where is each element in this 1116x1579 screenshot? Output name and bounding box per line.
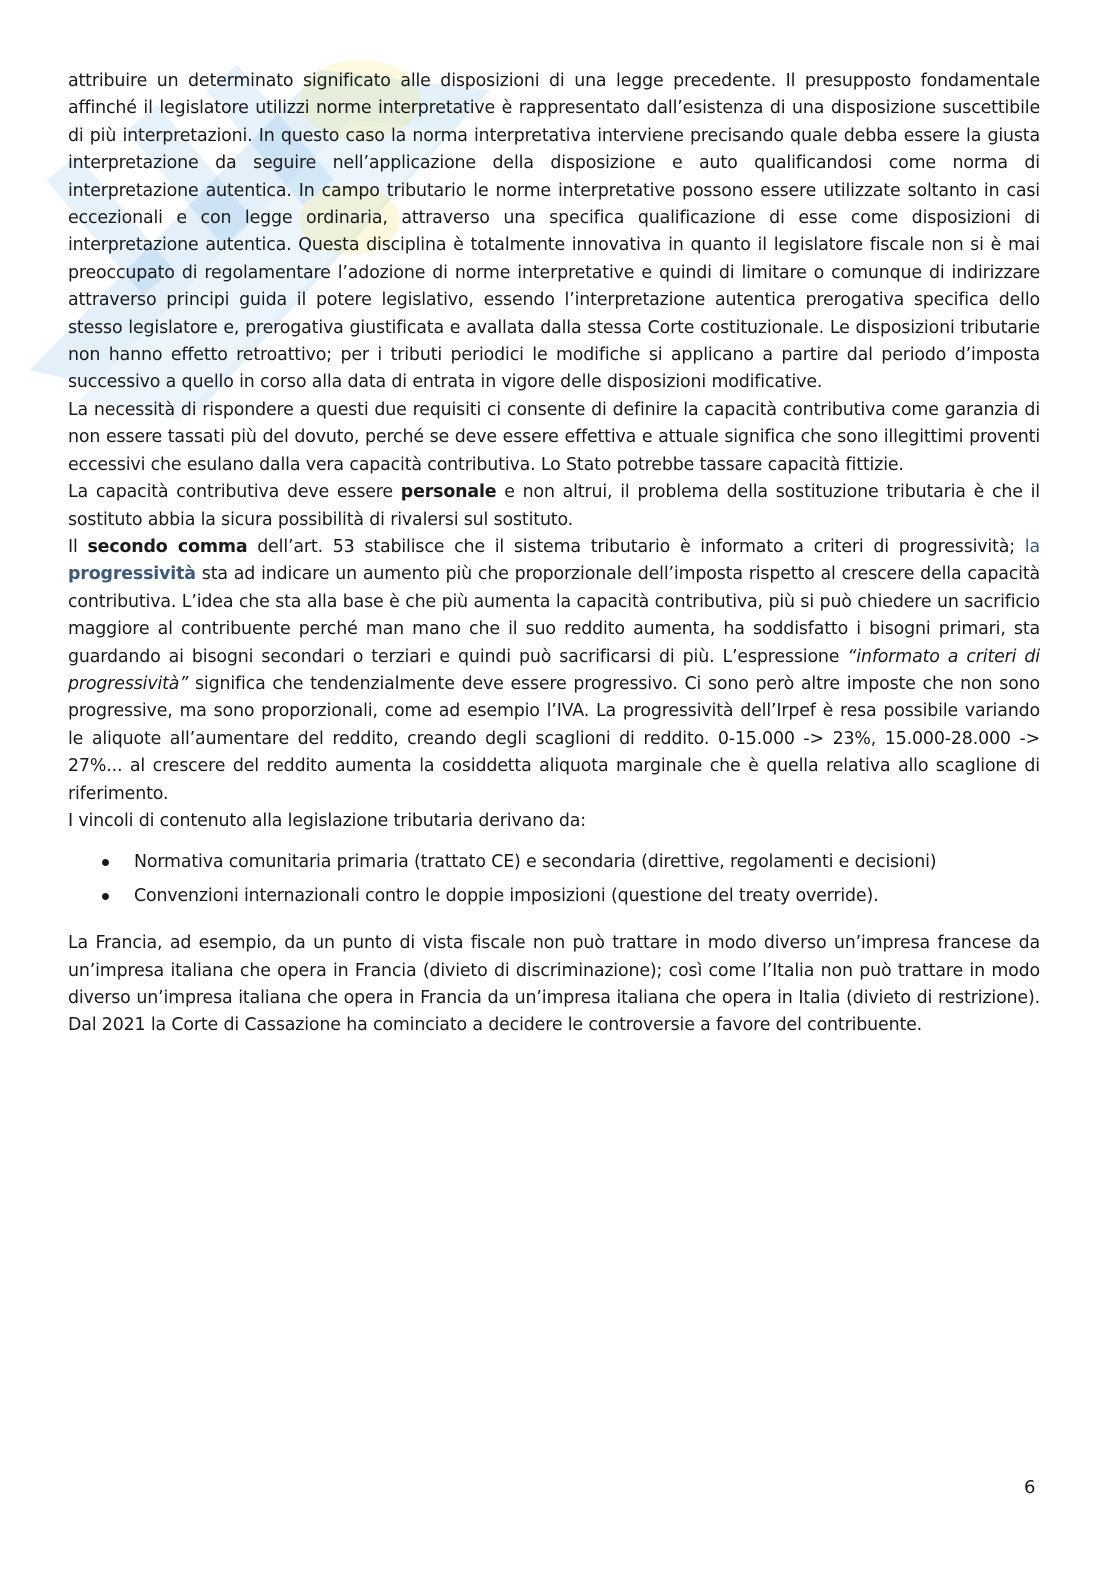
- highlight-la: la: [1024, 536, 1040, 557]
- list-item: [68, 883, 1040, 910]
- text-segment: La capacità contributiva deve essere: [68, 482, 401, 503]
- bullet-list: [68, 849, 1040, 910]
- text-segment: Il: [68, 536, 88, 557]
- text-segment: significa che tendenzialmente deve essere progressivo. Ci sono però altre imposte che non sono progressive, ma sono proporzionali, come ad esempio l’IVA. La progressività dell’Irpef è resa possibile variando le aliquote all’aumentare del reddito, creando degli scaglioni di reddito. 0-15.000 -> 23%, 15.000-28.000 -> 27%... al crescere del reddito aumenta la cosiddetta aliquota marginale che è quella relativa allo scaglione di riferimento.: [68, 673, 1040, 804]
- paragraph-progressivita: [68, 534, 1040, 808]
- text-segment: e non altrui, il problema della sostituzione tributaria è che il sostituto abbia la sicura possibilità di rivalersi sul sostituto.: [68, 482, 1040, 530]
- document-body: [68, 68, 1040, 1040]
- paragraph-capacita-contributiva: La necessità di rispondere a questi due requisiti ci consente di definire la capacità contributiva come garanzia di non essere tassati più del dovuto, perché se deve essere effettiva e attuale significa che sono illegittimi proventi eccessivi che esulano dalla vera capacità contributiva. Lo Stato potrebbe tassare capacità fittizie.: [68, 399, 1040, 475]
- text-segment: dell’art. 53 stabilisce che il sistema tributario è informato a criteri di progressività;: [247, 536, 1025, 557]
- paragraph-personale: [68, 479, 1040, 534]
- page-number: 6: [1024, 1477, 1036, 1498]
- text-segment: sta ad indicare un aumento più che proporzionale dell’imposta rispetto al crescere della capacità contributiva. L’idea che sta alla base è che più aumenta la capacità contributiva, più si può chiedere un sacrificio maggiore al contribuente perché man mano che il suo reddito aumenta, ha soddisfatto i bisogni primari, sta guardando ai bisogni secondari o terziari e quindi può sacrificarsi di più. L’espressione: [68, 564, 1040, 667]
- paragraph-francia: La Francia, ad esempio, da un punto di vista fiscale non può trattare in modo diverso un’impresa francese da un’impresa italiana che opera in Francia (divieto di discriminazione); così come l’Italia non può trattare in modo diverso un’impresa italiana che opera in Francia da un’impresa italiana che opera in Italia (divieto di restrizione). Dal 2021 la Corte di Cassazione ha cominciato a decidere le controversie a favore del contribuente.: [68, 933, 1040, 1036]
- highlight-progressivita: progressività: [68, 564, 196, 585]
- paragraph-interpretazione: attribuire un determinato significato alle disposizioni di una legge precedente. Il presupposto fondamentale affinché il legislatore utilizzi norme interpretative è rappresentato dall’esistenza di una disposizione suscettibile di più interpretazioni. In questo caso la norma interpretativa interviene precisando quale debba essere la giusta interpretazione da seguire nell’applicazione della disposizione e auto qualificandosi come norma di interpretazione autentica. In campo tributario le norme interpretative possono essere utilizzate soltanto in casi eccezionali e con legge ordinaria, attraverso una specifica qualificazione di esse come disposizioni di interpretazione autentica. Questa disciplina è totalmente innovativa in quanto il legislatore fiscale non si è mai preoccupato di regolamentare l’adozione di norme interpretative e quindi di limitare o comunque di indirizzare attraverso principi guida il potere legislativo, essendo l’interpretazione autentica prerogativa specifica dello stesso legislatore e, prerogativa giustificata e avallata dalla stessa Corte costituzionale. Le disposizioni tributarie non hanno effetto retroattivo; per i tributi periodici le modifiche si applicano a partire dal periodo d’imposta successivo a quello in corso alla data di entrata in vigore delle disposizioni modificative.: [68, 71, 1040, 393]
- list-item: [68, 849, 1040, 876]
- italic-quote: “informato a criteri di progressività”: [68, 646, 1040, 694]
- list-item-text: Normativa comunitaria primaria (trattato CE) e secondaria (direttive, regolamenti e decisioni): [134, 852, 937, 873]
- bold-term-personale: personale: [400, 482, 497, 503]
- bullet-icon: [102, 859, 109, 866]
- bullet-icon: [102, 893, 109, 900]
- list-item-text: Convenzioni internazionali contro le doppie imposizioni (questione del treaty override).: [134, 885, 879, 906]
- paragraph-vincoli: I vincoli di contenuto alla legislazione tributaria derivano da:: [68, 810, 586, 831]
- bold-term-secondo-comma: secondo comma: [87, 536, 248, 557]
